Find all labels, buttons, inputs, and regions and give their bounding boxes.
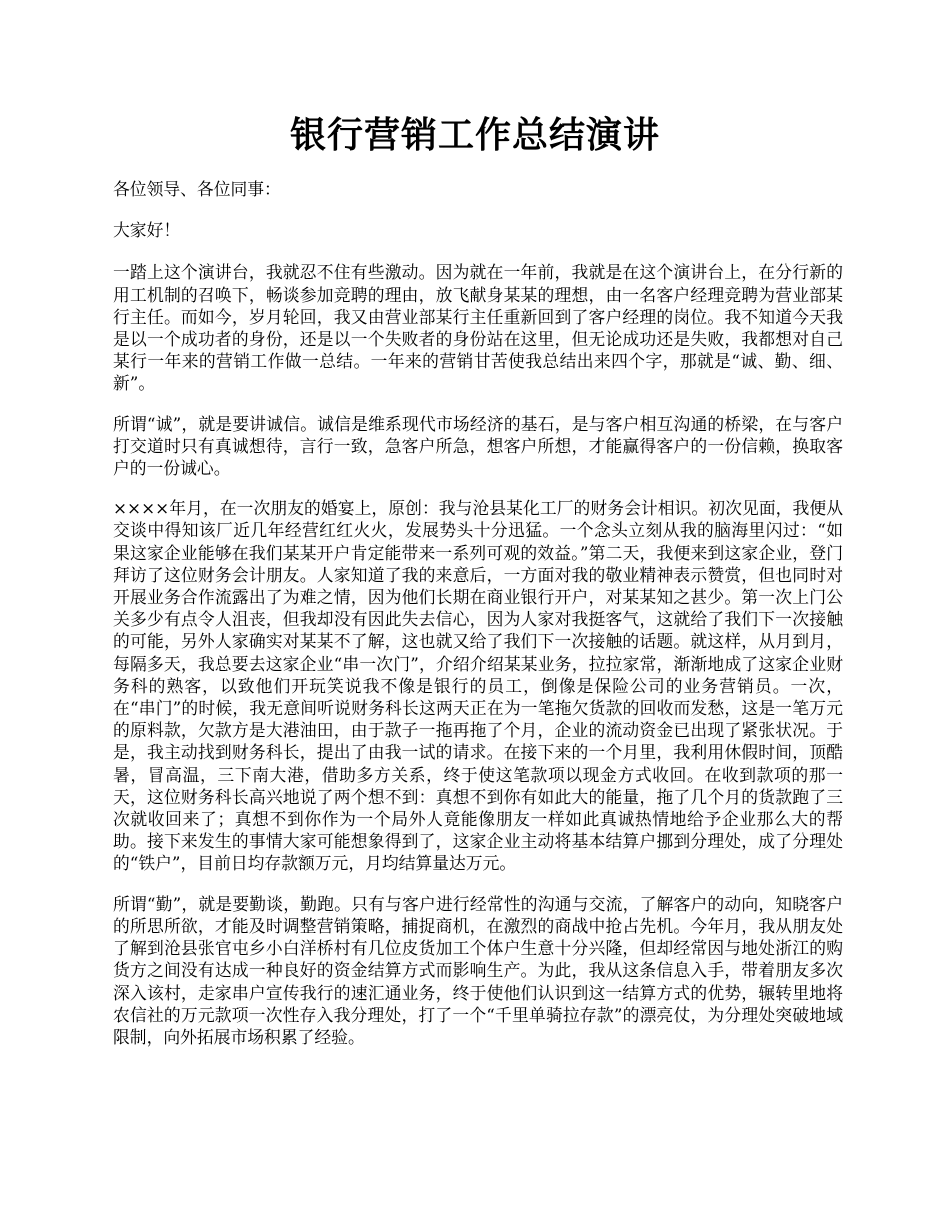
paragraph-diligence: 所谓“勤”，就是要勤谈，勤跑。只有与客户进行经常性的沟通与交流，了解客户的动向，知晓客户的所思所欲，才能及时调整营销策略，捕捉商机，在激烈的商战中抢占先机。今年月，我从朋友处了解到沧县张官屯乡小白洋桥村有几位皮货加工个体户生意十分兴隆，但却经常因与地处浙江的购货方之间没有达成一种良好的资金结算方式而影响生产。为此，我从这条信息入手，带着朋友多次深入该村，走家串户宣传我行的速汇通业务，终于使他们认识到这一结算方式的优势，辗转里地将农信社的万元款项一次性存入我分理处，打了一个“千里单骑拉存款”的漂亮仗，为分理处突破地域限制，向外拓展市场积累了经验。 — [113, 893, 843, 1047]
document-body — [113, 178, 843, 1066]
paragraph-intro: 一踏上这个演讲台，我就忍不住有些激动。因为就在一年前，我就是在这个演讲台上，在分行新的用工机制的召唤下，畅谈参加竞聘的理由，放飞献身某某的理想，由一名客户经理竞聘为营业部某行主任。而如今，岁月轮回，我又由营业部某行主任重新回到了客户经理的岗位。我不知道今天我是以一个成功者的身份，还是以一个失败者的身份站在这里，但无论成功还是失败，我都想对自己某行一年来的营销工作做一总结。一年来的营销甘苦使我总结出来四个字，那就是“诚、勤、细、新”。 — [113, 262, 843, 394]
greeting: 大家好！ — [113, 220, 181, 241]
salutation: 各位领导、各位同事： — [113, 179, 281, 199]
paragraph-story: ××××年月，在一次朋友的婚宴上，原创：我与沧县某化工厂的财务会计相识。初次见面，我便从交谈中得知该厂近几年经营红红火火，发展势头十分迅猛。一个念头立刻从我的脑海里闪过：“如果这家企业能够在我们某某开户肯定能带来一系列可观的效益。”第二天，我便来到这家企业，登门拜访了这位财务会计朋友。人家知道了我的来意后，一方面对我的敬业精神表示赞赏，但也同时对开展业务合作流露出了为难之情，因为他们长期在商业银行开户，对某某知之甚少。第一次上门公关多少有点令人沮丧，但我却没有因此失去信心，因为人家对我挺客气，这就给了我们下一次接触的可能，另外人家确实对某某不了解，这也就又给了我们下一次接触的话题。就这样，从月到月，每隔多天，我总要去这家企业“串一次门”，介绍介绍某某业务，拉拉家常，渐渐地成了这家企业财务科的熟客，以致他们开玩笑说我不像是银行的员工，倒像是保险公司的业务营销员。一次，在“串门”的时候，我无意间听说财务科长这两天正在为一笔拖欠货款的回收而发愁，这是一笔万元的原料款，欠款方是大港油田，由于款子一拖再拖了个月，企业的流动资金已出现了紧张状况。于是，我主动找到财务科长，提出了由我一试的请求。在接下来的一个月里，我利用休假时间，顶酷暑，冒高温，三下南大港，借助多方关系，终于使这笔款项以现金方式收回。在收到款项的那一天，这位财务科长高兴地说了两个想不到：真想不到你有如此大的能量，拖了几个月的货款跑了三次就收回来了；真想不到你作为一个局外人竟能像朋友一样如此真诚热情地给予企业那么大的帮助。接下来发生的事情大家可能想象得到了，这家企业主动将基本结算户挪到分理处，成了分理处的“铁户”，目前日均存款额万元，月均结算量达万元。 — [113, 498, 843, 874]
document-title: 银行营销工作总结演讲 — [289, 115, 660, 156]
paragraph-sincerity: 所谓“诚”，就是要讲诚信。诚信是维系现代市场经济的基石，是与客户相互沟通的桥梁，在与客户打交道时只有真诚想待，言行一致，急客户所急，想客户所想，才能赢得客户的一份信赖，换取客户的一份诚心。 — [113, 413, 843, 479]
